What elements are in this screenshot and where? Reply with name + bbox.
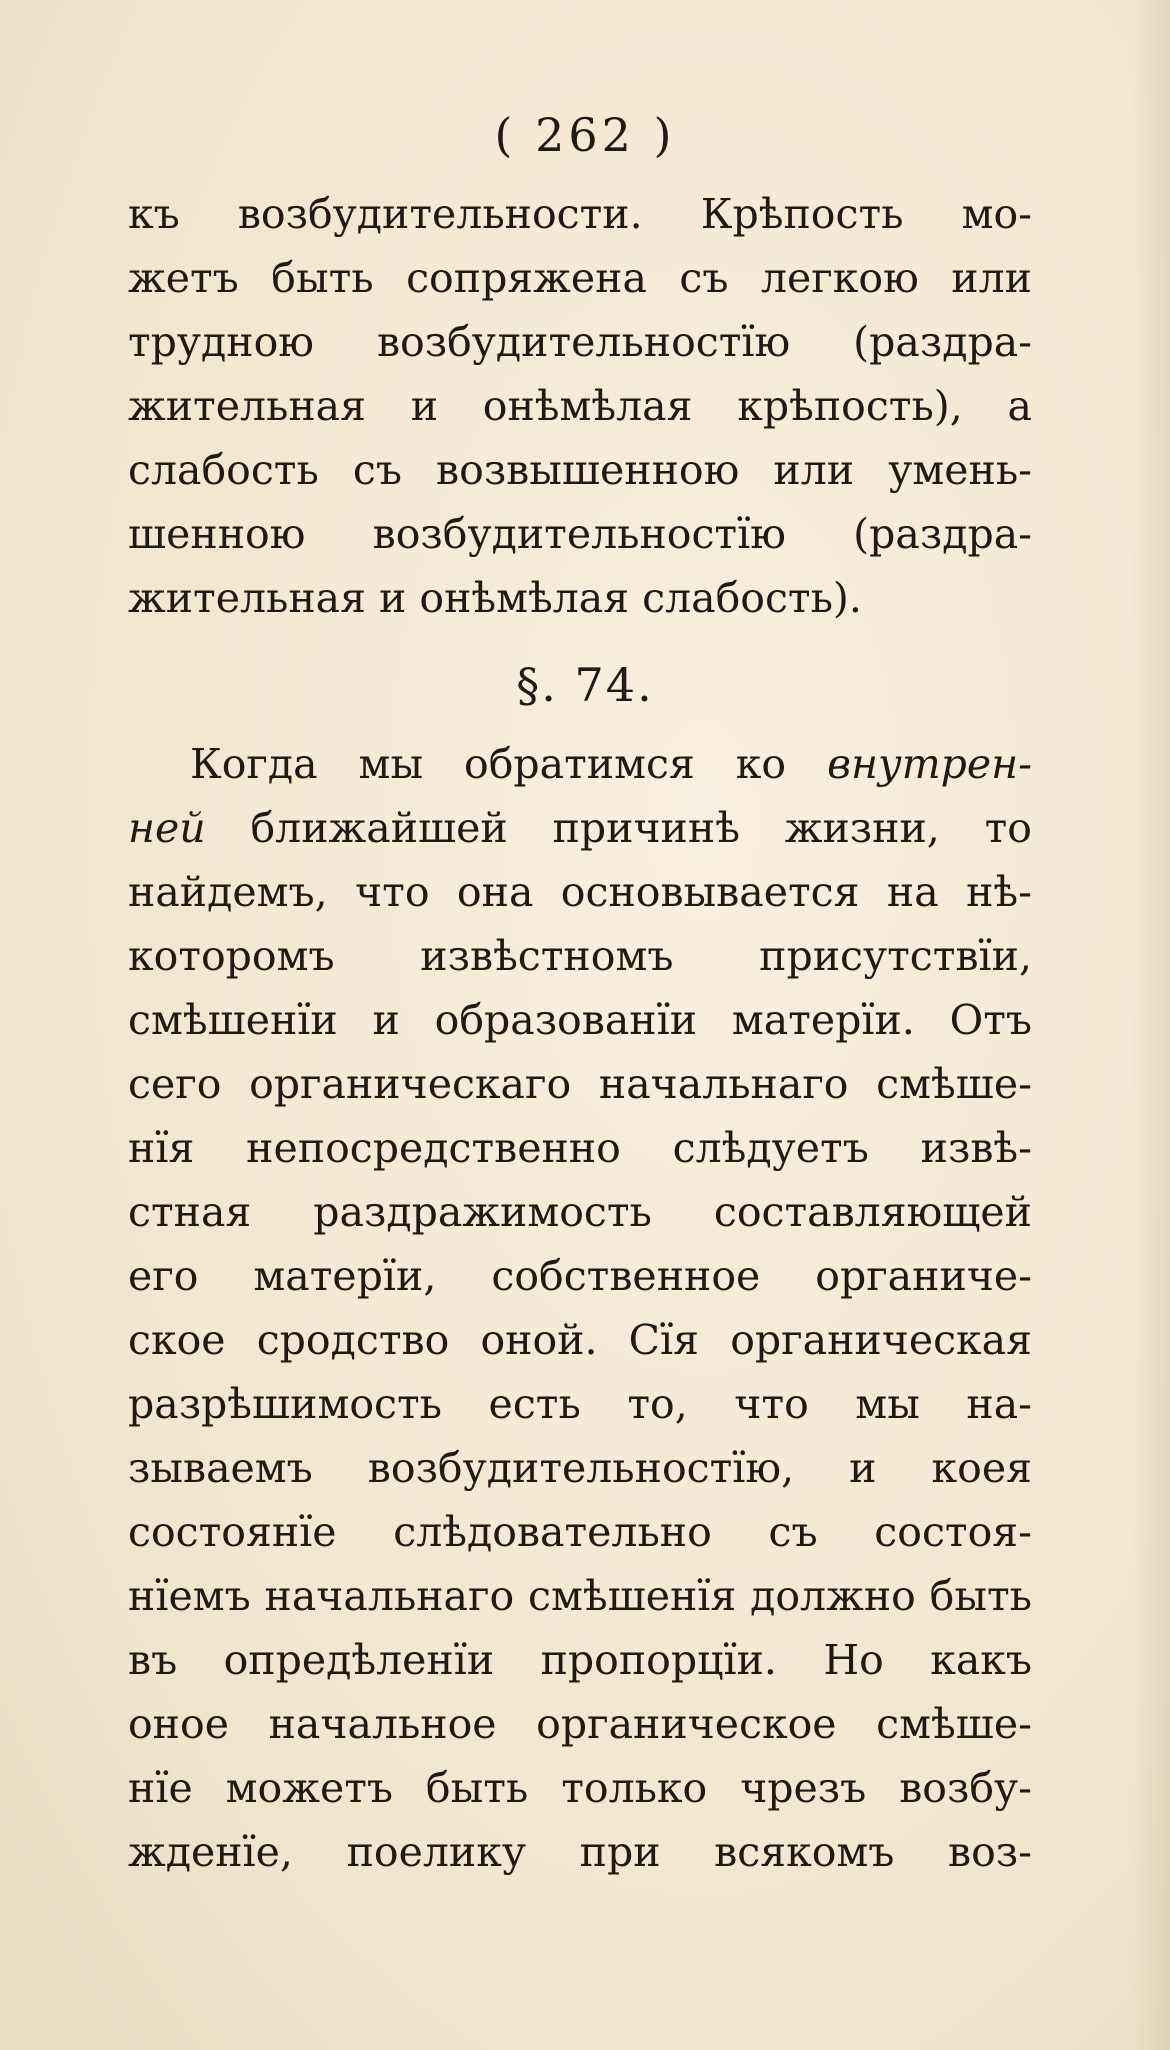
page-edge-shadow — [1132, 0, 1170, 2050]
text-line: шенною возбудительностїю (раздра- — [128, 510, 1032, 558]
text-line: разрѣшимость есть то, что мы на- — [128, 1380, 1032, 1428]
text-line: нїемъ начальнаго смѣшенїя должно быть — [128, 1572, 1032, 1620]
paragraph-continued — [128, 182, 1032, 630]
text-line: состоянїе слѣдовательно съ состоя- — [128, 1508, 1032, 1556]
text-line: найдемъ, что она основывается на нѣ- — [128, 868, 1032, 916]
text-segment: Когда мы обратимся ко — [190, 740, 828, 788]
text-line: жетъ быть сопряжена съ легкою или — [128, 254, 1032, 302]
text-line: зываемъ возбудительностїю, и коея — [128, 1444, 1032, 1492]
text-line: его матерїи, собственное органиче- — [128, 1252, 1032, 1300]
text-line: стная раздражимость составляющей — [128, 1188, 1032, 1236]
text-line: нїя непосредственно слѣдуетъ извѣ- — [128, 1124, 1032, 1172]
paragraph-section-74 — [128, 732, 1032, 1884]
text-line — [128, 796, 1032, 860]
page-number-header: ( 262 ) — [494, 108, 676, 162]
text-line: трудною возбудительностїю (раздра- — [128, 318, 1032, 366]
text-line: которомъ извѣстномъ присутствїи, — [128, 932, 1032, 980]
text-line: смѣшенїи и образованїи матерїи. Отъ — [128, 996, 1032, 1044]
italic-term: внутрен- — [827, 740, 1032, 788]
text-line: въ опредѣленїи пропорцїи. Но какъ — [128, 1636, 1032, 1684]
text-line: къ возбудительности. Крѣпость мо- — [128, 190, 1032, 238]
text-line: жительная и онѣмѣлая крѣпость), а — [128, 382, 1032, 430]
text-line: жденїе, поелику при всякомъ воз- — [128, 1828, 1032, 1876]
text-line: жительная и онѣмѣлая слабость). — [128, 574, 862, 622]
text-line: сего органическаго начальнаго смѣше- — [128, 1060, 1032, 1108]
text-line: нїе можетъ быть только чрезъ возбу- — [128, 1764, 1032, 1812]
section-heading: §. 74. — [516, 658, 654, 712]
italic-term: ней — [128, 804, 206, 852]
text-line: слабость съ возвышенною или умень- — [128, 446, 1032, 494]
text-line: ское сродство оной. Сїя органическая — [128, 1316, 1032, 1364]
text-segment: ближайшей причинѣ жизни, то — [205, 804, 1032, 852]
text-line — [128, 732, 1032, 796]
text-line: оное начальное органическое смѣше- — [128, 1700, 1032, 1748]
